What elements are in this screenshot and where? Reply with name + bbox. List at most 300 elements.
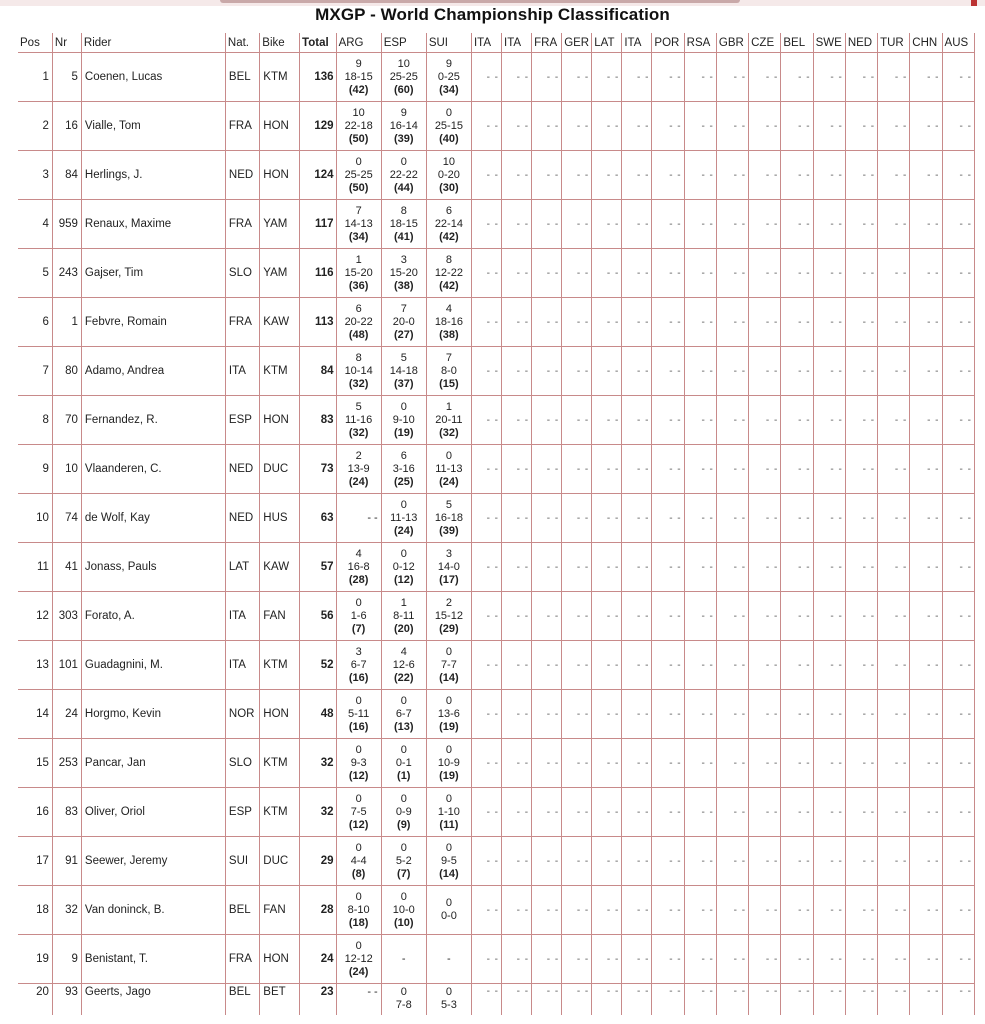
cell-race-esp [381, 886, 426, 935]
race-heats: 8-11 [393, 609, 415, 622]
cell-pos: 20 [18, 984, 52, 1016]
col-header-event[interactable]: TUR [878, 33, 910, 53]
table-row[interactable] [18, 690, 975, 739]
cell-race-esp [381, 53, 426, 102]
race-points: 4 [445, 302, 452, 315]
cell-race-esp [381, 837, 426, 886]
col-header-event[interactable]: AUS [942, 33, 974, 53]
cell-event-empty: - - [716, 445, 748, 494]
race-heats: 5-3 [440, 999, 457, 1011]
race-total: (10) [393, 916, 414, 929]
cell-race-sui [426, 739, 471, 788]
cell-event-empty: - - [845, 102, 877, 151]
table-row[interactable] [18, 935, 975, 984]
race-points: 10 [442, 155, 456, 168]
cell-race-arg [336, 886, 381, 935]
col-header-event[interactable]: ITA [502, 33, 532, 53]
race-total: (32) [348, 426, 369, 439]
cell-event-empty: - - [942, 739, 974, 788]
race-total: (8) [351, 867, 366, 880]
race-points: 6 [355, 302, 362, 315]
cell-nr: 253 [52, 739, 81, 788]
cell-event-empty: - - [622, 494, 652, 543]
cell-race-sui [426, 494, 471, 543]
cell-event-empty: - - [813, 690, 845, 739]
cell-event-empty: - - [471, 200, 501, 249]
cell-pos: 2 [18, 102, 52, 151]
race-points: 3 [445, 547, 452, 560]
race-heats: 22-18 [344, 119, 373, 132]
cell-event-empty: - - [532, 935, 562, 984]
cell-nr: 16 [52, 102, 81, 151]
cell-bike: DUC [260, 445, 300, 494]
race-empty: - - [367, 511, 378, 524]
race-total: (12) [348, 818, 369, 831]
cell-nr: 70 [52, 396, 81, 445]
cell-event-empty: - - [684, 592, 716, 641]
race-points: 0 [445, 106, 452, 119]
cell-event-empty: - - [532, 151, 562, 200]
cell-event-empty: - - [813, 53, 845, 102]
race-total: (22) [393, 671, 414, 684]
race-heats: 12-6 [392, 658, 415, 671]
cell-pos: 17 [18, 837, 52, 886]
race-heats: 8-10 [347, 903, 370, 916]
cell-event-empty: - - [716, 102, 748, 151]
cell-race-esp [381, 592, 426, 641]
race-heats: 10-14 [344, 364, 373, 377]
cell-event-empty: - - [878, 592, 910, 641]
cell-event-empty: - - [592, 788, 622, 837]
race-points: 9 [355, 57, 362, 70]
race-heats: 12-22 [434, 266, 463, 279]
cell-pos: 15 [18, 739, 52, 788]
cell-event-empty: - - [716, 739, 748, 788]
cell-pos: 3 [18, 151, 52, 200]
cell-event-empty: - - [471, 396, 501, 445]
col-header-event[interactable]: CHN [910, 33, 942, 53]
cell-bike: HUS [260, 494, 300, 543]
cell-event-empty: - - [878, 984, 910, 1016]
page-title: MXGP - World Championship Classification [315, 5, 670, 24]
col-header-nr[interactable]: Nr [52, 33, 81, 53]
cell-race-esp [381, 788, 426, 837]
cell-nr: 959 [52, 200, 81, 249]
race-points: 2 [355, 449, 362, 462]
race-total: (24) [393, 524, 414, 537]
race-heats: 22-14 [434, 217, 463, 230]
cell-rider: Oliver, Oriol [81, 788, 225, 837]
cell-race-sui [426, 984, 471, 1016]
cell-event-empty: - - [592, 396, 622, 445]
cell-event-empty: - - [716, 641, 748, 690]
race-total: (9) [397, 818, 411, 831]
race-points: 8 [445, 253, 452, 266]
header-row [18, 33, 975, 53]
race-heats: 18-15 [344, 70, 373, 83]
cell-nr: 101 [52, 641, 81, 690]
cell-event-empty: - - [716, 886, 748, 935]
cell-total: 24 [300, 935, 337, 984]
cell-event-empty: - - [592, 739, 622, 788]
cell-rider: Gajser, Tim [81, 249, 225, 298]
cell-bike: KTM [260, 53, 300, 102]
cell-race-esp [381, 249, 426, 298]
col-header-event[interactable]: GER [562, 33, 592, 53]
race-points: 8 [400, 204, 407, 217]
cell-event-empty: - - [502, 837, 532, 886]
cell-event-empty: - - [684, 690, 716, 739]
race-heats: 10-9 [437, 756, 460, 769]
cell-event-empty: - - [749, 396, 781, 445]
cell-event-empty: - - [592, 249, 622, 298]
race-total: (7) [351, 622, 366, 635]
race-heats: 9-5 [440, 854, 457, 867]
cell-event-empty: - - [622, 592, 652, 641]
cell-race-arg [336, 249, 381, 298]
cell-event-empty: - - [562, 837, 592, 886]
cell-pos: 4 [18, 200, 52, 249]
table-row[interactable] [18, 641, 975, 690]
race-points: 7 [400, 302, 407, 315]
table-row[interactable] [18, 151, 975, 200]
race-total: (34) [439, 83, 459, 96]
table-row[interactable] [18, 984, 975, 1016]
cell-event-empty: - - [942, 396, 974, 445]
cell-race-arg [336, 935, 381, 984]
cell-rider: Coenen, Lucas [81, 53, 225, 102]
cell-event-empty: - - [592, 200, 622, 249]
cell-event-empty: - - [562, 543, 592, 592]
cell-race-esp [381, 151, 426, 200]
race-points: 0 [355, 155, 362, 168]
race-total: (50) [348, 181, 369, 194]
race-total: (16) [348, 671, 369, 684]
cell-event-empty: - - [652, 592, 684, 641]
col-header-event[interactable]: RSA [684, 33, 716, 53]
race-heats: 16-8 [347, 560, 370, 573]
cell-event-empty: - - [532, 494, 562, 543]
cell-pos: 16 [18, 788, 52, 837]
cell-race-arg [336, 298, 381, 347]
cell-bike: KTM [260, 788, 300, 837]
cell-event-empty: - - [502, 641, 532, 690]
race-heats: 14-13 [344, 217, 373, 230]
cell-event-empty: - - [532, 298, 562, 347]
race-points: 0 [400, 890, 407, 903]
cell-nat: ITA [225, 347, 259, 396]
cell-event-empty: - - [716, 543, 748, 592]
cell-pos: 1 [18, 53, 52, 102]
race-heats: 0-0 [440, 910, 457, 922]
col-header-event[interactable]: NED [845, 33, 877, 53]
cell-bike: FAN [260, 886, 300, 935]
cell-event-empty: - - [562, 200, 592, 249]
cell-event-empty: - - [910, 935, 942, 984]
table-row[interactable] [18, 53, 975, 102]
cell-event-empty: - - [942, 298, 974, 347]
cell-event-empty: - - [502, 298, 532, 347]
col-header-bike[interactable]: Bike [260, 33, 300, 53]
cell-event-empty: - - [652, 543, 684, 592]
table-row[interactable] [18, 200, 975, 249]
cell-event-empty: - - [471, 543, 501, 592]
cell-event-empty: - - [622, 788, 652, 837]
cell-event-empty: - - [684, 984, 716, 1016]
col-header-event[interactable]: ITA [471, 33, 501, 53]
cell-event-empty: - - [845, 592, 877, 641]
cell-event-empty: - - [813, 543, 845, 592]
cell-event-empty: - - [845, 837, 877, 886]
col-header-total[interactable]: Total [300, 33, 337, 53]
cell-nr: 84 [52, 151, 81, 200]
col-header-event[interactable]: FRA [532, 33, 562, 53]
race-total: (27) [393, 328, 414, 341]
col-header-event[interactable]: SUI [426, 33, 471, 53]
cell-event-empty: - - [502, 396, 532, 445]
cell-event-empty: - - [592, 298, 622, 347]
cell-event-empty: - - [532, 739, 562, 788]
table-row[interactable] [18, 347, 975, 396]
cell-rider: Seewer, Jeremy [81, 837, 225, 886]
table-row[interactable] [18, 298, 975, 347]
cell-event-empty: - - [716, 347, 748, 396]
race-points: 0 [445, 897, 452, 909]
race-total: (7) [397, 867, 411, 880]
cell-event-empty: - - [502, 886, 532, 935]
cell-race-esp [381, 347, 426, 396]
race-total: (42) [348, 83, 369, 96]
race-total: (11) [439, 818, 459, 831]
race-total: (14) [439, 867, 459, 880]
cell-event-empty: - - [684, 445, 716, 494]
race-total: (25) [393, 475, 414, 488]
race-heats: 11-13 [435, 462, 463, 475]
race-points: 0 [445, 792, 452, 805]
cell-event-empty: - - [652, 837, 684, 886]
cell-event-empty: - - [942, 641, 974, 690]
cell-event-empty: - - [471, 788, 501, 837]
race-total: (24) [348, 475, 369, 488]
cell-event-empty: - - [942, 494, 974, 543]
col-header-event[interactable]: SWE [813, 33, 845, 53]
cell-race-esp [381, 984, 426, 1016]
cell-pos: 6 [18, 298, 52, 347]
cell-event-empty: - - [716, 935, 748, 984]
cell-event-empty: - - [684, 102, 716, 151]
cell-bike: YAM [260, 200, 300, 249]
cell-event-empty: - - [716, 690, 748, 739]
col-header-event[interactable]: GBR [716, 33, 748, 53]
race-total: (41) [393, 230, 414, 243]
cell-event-empty: - - [910, 445, 942, 494]
table-row[interactable] [18, 445, 975, 494]
race-total: (32) [348, 377, 369, 390]
cell-nat: ITA [225, 592, 259, 641]
cell-event-empty: - - [942, 445, 974, 494]
cell-event-empty: - - [684, 886, 716, 935]
race-points: 0 [400, 155, 407, 168]
race-total: (48) [348, 328, 369, 341]
cell-event-empty: - - [652, 298, 684, 347]
cell-event-empty: - - [716, 837, 748, 886]
race-heats: 6-7 [350, 658, 367, 671]
cell-event-empty: - - [781, 886, 813, 935]
table-row[interactable] [18, 396, 975, 445]
cell-bike: HON [260, 151, 300, 200]
col-header-event[interactable]: ITA [622, 33, 652, 53]
table-row[interactable] [18, 494, 975, 543]
cell-event-empty: - - [942, 200, 974, 249]
cell-event-empty: - - [502, 249, 532, 298]
cell-event-empty: - - [845, 298, 877, 347]
cell-event-empty: - - [749, 837, 781, 886]
cell-race-esp [381, 690, 426, 739]
race-points: 7 [355, 204, 362, 217]
table-row[interactable] [18, 249, 975, 298]
cell-event-empty: - - [652, 347, 684, 396]
race-heats: 25-25 [389, 70, 418, 83]
cell-event-empty: - - [716, 494, 748, 543]
cell-race-arg [336, 102, 381, 151]
cell-race-esp [381, 298, 426, 347]
cell-bike: KAW [260, 298, 300, 347]
cell-event-empty: - - [592, 592, 622, 641]
cell-nat: SLO [225, 739, 259, 788]
cell-event-empty: - - [471, 641, 501, 690]
cell-bike: KAW [260, 543, 300, 592]
cell-event-empty: - - [910, 347, 942, 396]
cell-rider: Forato, A. [81, 592, 225, 641]
cell-race-arg [336, 445, 381, 494]
race-total: (19) [439, 769, 459, 782]
table-row[interactable] [18, 886, 975, 935]
table-row[interactable] [18, 788, 975, 837]
cell-event-empty: - - [781, 592, 813, 641]
cell-event-empty: - - [532, 347, 562, 396]
cell-race-esp [381, 739, 426, 788]
cell-nat: BEL [225, 984, 259, 1016]
col-header-event[interactable]: BEL [781, 33, 813, 53]
race-heats: 7-7 [440, 658, 457, 671]
race-total: (32) [439, 426, 459, 439]
cell-event-empty: - - [716, 53, 748, 102]
col-header-event[interactable]: POR [652, 33, 684, 53]
cell-bike: KTM [260, 641, 300, 690]
cell-event-empty: - - [878, 837, 910, 886]
cell-event-empty: - - [910, 543, 942, 592]
race-heats: 0-25 [437, 70, 460, 83]
cell-event-empty: - - [716, 249, 748, 298]
cell-event-empty: - - [845, 200, 877, 249]
col-header-pos[interactable]: Pos [18, 33, 52, 53]
header-accent [220, 0, 740, 3]
race-total: (24) [439, 475, 459, 488]
table-row[interactable] [18, 837, 975, 886]
cell-event-empty: - - [471, 984, 501, 1016]
cell-bike: FAN [260, 592, 300, 641]
cell-event-empty: - - [813, 445, 845, 494]
cell-event-empty: - - [652, 739, 684, 788]
race-heats: 5-11 [348, 707, 370, 720]
cell-event-empty: - - [716, 200, 748, 249]
race-total: (60) [393, 83, 414, 96]
table-row[interactable] [18, 739, 975, 788]
cell-nat: ITA [225, 641, 259, 690]
race-total: (42) [439, 279, 459, 292]
race-heats: 5-2 [395, 854, 412, 867]
cell-race-sui [426, 249, 471, 298]
cell-event-empty: - - [562, 641, 592, 690]
cell-event-empty: - - [592, 445, 622, 494]
cell-event-empty: - - [716, 396, 748, 445]
table-row[interactable] [18, 102, 975, 151]
cell-race-sui [426, 690, 471, 739]
race-points: 9 [445, 57, 452, 70]
cell-rider: Guadagnini, M. [81, 641, 225, 690]
race-heats: 9-10 [392, 413, 415, 426]
cell-event-empty: - - [813, 788, 845, 837]
col-header-event[interactable]: CZE [749, 33, 781, 53]
cell-event-empty: - - [749, 200, 781, 249]
cell-bike: HON [260, 690, 300, 739]
cell-event-empty: - - [471, 151, 501, 200]
cell-race-esp [381, 935, 426, 984]
cell-event-empty: - - [942, 249, 974, 298]
cell-bike: YAM [260, 249, 300, 298]
race-points: 0 [400, 400, 407, 413]
cell-race-arg [336, 739, 381, 788]
table-row[interactable] [18, 592, 975, 641]
cell-event-empty: - - [622, 984, 652, 1016]
cell-race-esp [381, 641, 426, 690]
cell-event-empty: - - [502, 739, 532, 788]
cell-race-arg [336, 494, 381, 543]
col-header-rider[interactable]: Rider [81, 33, 225, 53]
cell-nr: 303 [52, 592, 81, 641]
cell-nr: 1 [52, 298, 81, 347]
cell-event-empty: - - [684, 788, 716, 837]
cell-event-empty: - - [502, 788, 532, 837]
cell-event-empty: - - [749, 102, 781, 151]
col-header-event[interactable]: ARG [336, 33, 381, 53]
table-row[interactable] [18, 543, 975, 592]
cell-event-empty: - - [813, 102, 845, 151]
race-points: 0 [445, 841, 452, 854]
race-heats: 10-0 [392, 903, 415, 916]
cell-event-empty: - - [910, 494, 942, 543]
cell-event-empty: - - [532, 249, 562, 298]
cell-event-empty: - - [878, 886, 910, 935]
race-heats: 15-12 [434, 609, 463, 622]
cell-nat: NED [225, 494, 259, 543]
cell-event-empty: - - [781, 102, 813, 151]
col-header-event[interactable]: LAT [592, 33, 622, 53]
cell-event-empty: - - [942, 543, 974, 592]
race-points: 0 [400, 547, 407, 560]
cell-pos: 19 [18, 935, 52, 984]
cell-event-empty: - - [942, 347, 974, 396]
col-header-event[interactable]: ESP [381, 33, 426, 53]
cell-race-esp [381, 494, 426, 543]
cell-event-empty: - - [878, 739, 910, 788]
col-header-nat[interactable]: Nat. [225, 33, 259, 53]
cell-event-empty: - - [592, 347, 622, 396]
cell-race-sui [426, 543, 471, 592]
cell-event-empty: - - [652, 102, 684, 151]
cell-event-empty: - - [749, 543, 781, 592]
cell-event-empty: - - [592, 543, 622, 592]
